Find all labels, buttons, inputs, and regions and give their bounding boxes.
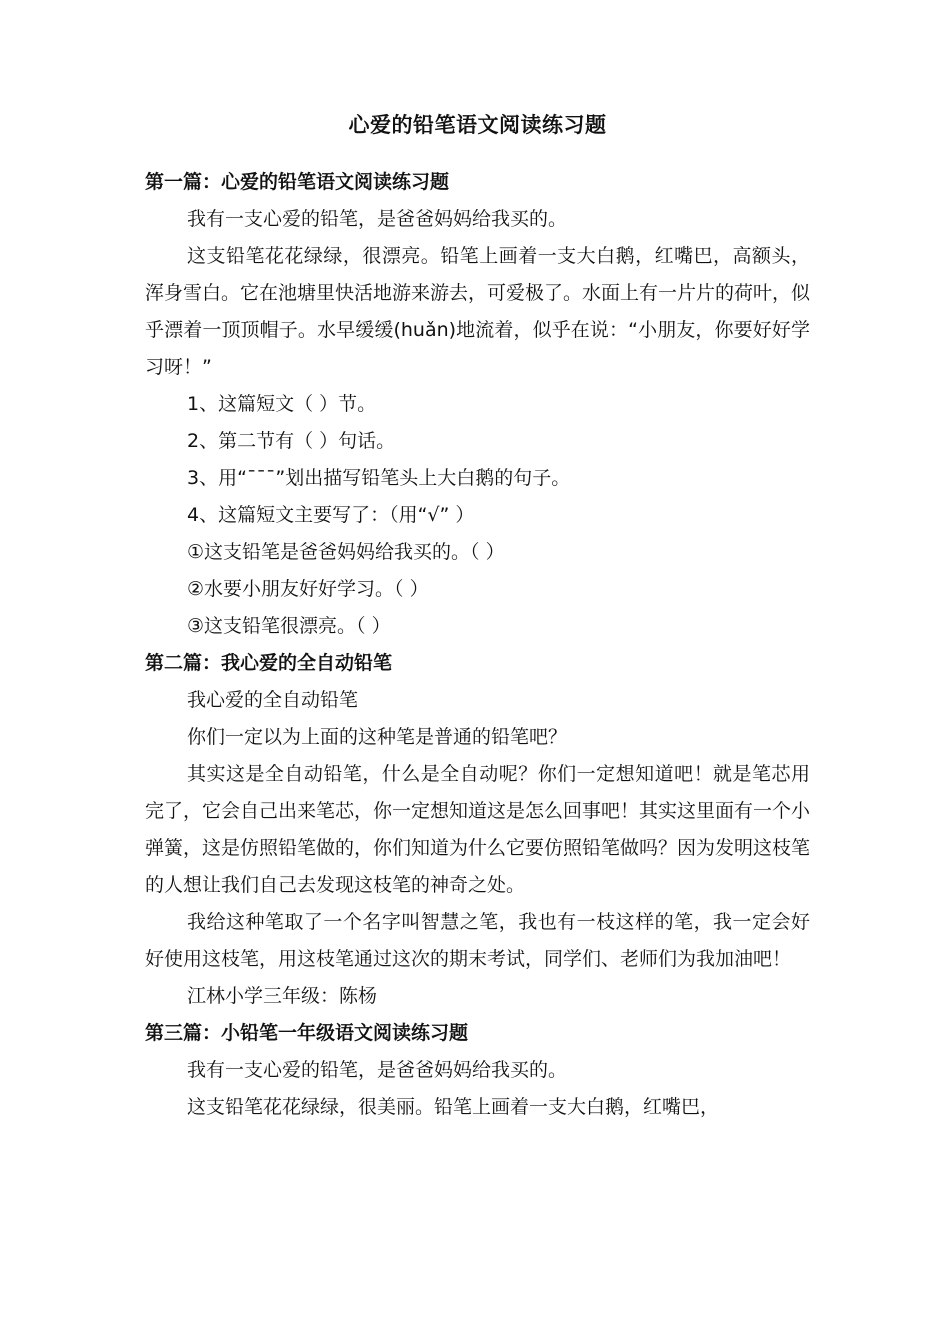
paragraph: 我给这种笔取了一个名字叫智慧之笔，我也有一枝这样的笔，我一定会好好使用这枝笔，用这枝笔通过这次的期末考试，同学们、老师们为我加油吧！ [145,911,810,970]
answer-option: ②水要小朋友好好学习。（ ） [187,578,429,600]
question: 4、这篇短文主要写了：（用“√” ） [187,504,475,526]
paragraph: 其实这是全自动铅笔，什么是全自动呢？你们一定想知道吧！就是笔芯用完了，它会自己出来笔芯，你一定想知道这是怎么回事吧！其实这里面有一个小弹簧，这是仿照铅笔做的，你们知道为什么它要仿照铅笔做吗？因为发明这枝笔的人想让我们自己去发现这枝笔的神奇之处。 [145,763,811,896]
question: 3、用“¯¯¯”划出描写铅笔头上大白鹅的句子。 [187,467,571,489]
paragraph: 我有一支心爱的铅笔，是爸爸妈妈给我买的。 [187,208,568,230]
author-line: 江林小学三年级：陈杨 [187,985,378,1007]
paragraph: 我有一支心爱的铅笔，是爸爸妈妈给我买的。 [187,1059,568,1081]
question: 1、这篇短文（ ）节。 [187,393,377,415]
paragraph: 这支铅笔花花绿绿，很美丽。铅笔上画着一支大白鹅，红嘴巴， [187,1096,720,1118]
paragraph: 这支铅笔花花绿绿，很漂亮。铅笔上画着一支大白鹅，红嘴巴，高额头，浑身雪白。它在池塘里快活地游来游去，可爱极了。水面上有一片片的荷叶，似乎漂着一顶顶帽子。水早缓缓(huǎn)地流着，似乎在说：“小朋友，你要好好学习呀！” [145,245,811,378]
paragraph: 我心爱的全自动铅笔 [187,689,359,711]
answer-option: ③这支铅笔很漂亮。（ ） [187,615,391,637]
section-1-heading: 第一篇：心爱的铅笔语文阅读练习题 [145,171,450,193]
answer-option: ①这支铅笔是爸爸妈妈给我买的。（ ） [187,541,505,563]
document-title: 心爱的铅笔语文阅读练习题 [348,113,607,137]
question: 2、第二节有（ ）句话。 [187,430,396,452]
document-page [145,110,810,1126]
section-2-heading: 第二篇：我心爱的全自动铅笔 [145,652,393,674]
section-3-heading: 第三篇：小铅笔一年级语文阅读练习题 [145,1022,469,1044]
paragraph: 你们一定以为上面的这种笔是普通的铅笔吧？ [187,726,568,748]
